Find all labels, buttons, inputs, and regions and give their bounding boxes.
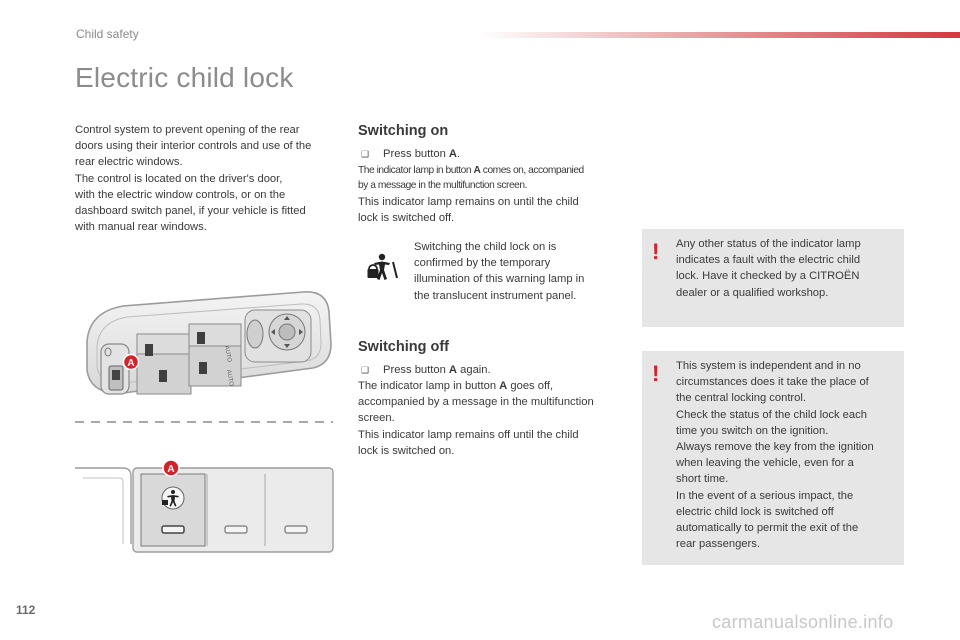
- intro-line: The control is located on the driver's door,: [75, 172, 283, 185]
- intro-line: with the electric window controls, or on the: [75, 188, 286, 201]
- page-number: 112: [16, 603, 36, 617]
- intro-line: dashboard switch panel, if your vehicle is fitted: [75, 205, 306, 218]
- intro-line: rear electric windows.: [75, 156, 183, 169]
- switching-on-lamp-text: The indicator lamp in button A comes on, accompanied by a message in the multifunction screen.: [358, 165, 584, 191]
- dashed-divider: [75, 418, 335, 426]
- dashboard-switch-panel-illustration: [75, 456, 335, 556]
- intro-line: Control system to prevent opening of the rear: [75, 124, 300, 136]
- child-lock-warning-lamp-icon: [364, 252, 400, 282]
- section-label: Child safety: [76, 27, 139, 41]
- callout-a-label: A: [127, 358, 135, 369]
- callout-a-label: A: [167, 464, 175, 475]
- header-accent-bar: [480, 32, 960, 38]
- warning-text: Any other status of the indicator lamp indicates a fault with the electric child lock. Have it checked by a CITROËN dealer or a qualified workshop.: [676, 238, 861, 299]
- warning-text: This system is independent and in no circumstances does it take the place of the central locking control. Check the status of the child lock each time you switch on the ignition. Always remove the key from the ignition when leaving the vehicle, even for a short time. In the event of a serious impact, the electric child lock is switched off automatically to permit the exit of the rear passengers.: [676, 360, 874, 551]
- warning-box-fault: [642, 229, 904, 327]
- switching-off-step: ❑ Press button A again.: [361, 362, 491, 378]
- door-switch-panel-illustration: [75, 284, 345, 414]
- exclamation-icon: !: [652, 239, 660, 264]
- switching-on-remains-text: This indicator lamp remains on until the child lock is switched off.: [358, 196, 579, 225]
- intro-paragraph: [75, 122, 345, 235]
- switching-on-heading: Switching on: [358, 123, 449, 139]
- bullet-icon: ❑: [361, 365, 370, 375]
- bullet-icon: ❑: [361, 149, 370, 159]
- watermark-brand: carmanualsonline.info: [712, 612, 894, 632]
- switching-on-confirm-text: Switching the child lock on is confirmed by the temporary illumination of this warning lamp in the translucent instrument panel.: [414, 241, 585, 302]
- exclamation-icon: !: [652, 361, 660, 386]
- page-title: Electric child lock: [75, 62, 294, 93]
- switching-on-step: ❑ Press button A.: [361, 146, 460, 162]
- switching-off-text: The indicator lamp in button A goes off, accompanied by a message in the multifunction screen. This indicator lamp remains off until the child lock is switched on.: [358, 380, 594, 457]
- warning-box-independent: [642, 351, 904, 565]
- switching-off-heading: Switching off: [358, 339, 450, 355]
- intro-line: doors using their interior controls and use of the: [75, 140, 312, 153]
- auto-label: AUTO: [223, 345, 232, 363]
- intro-line: with manual rear windows.: [75, 221, 207, 234]
- auto-label: AUTO: [225, 369, 234, 387]
